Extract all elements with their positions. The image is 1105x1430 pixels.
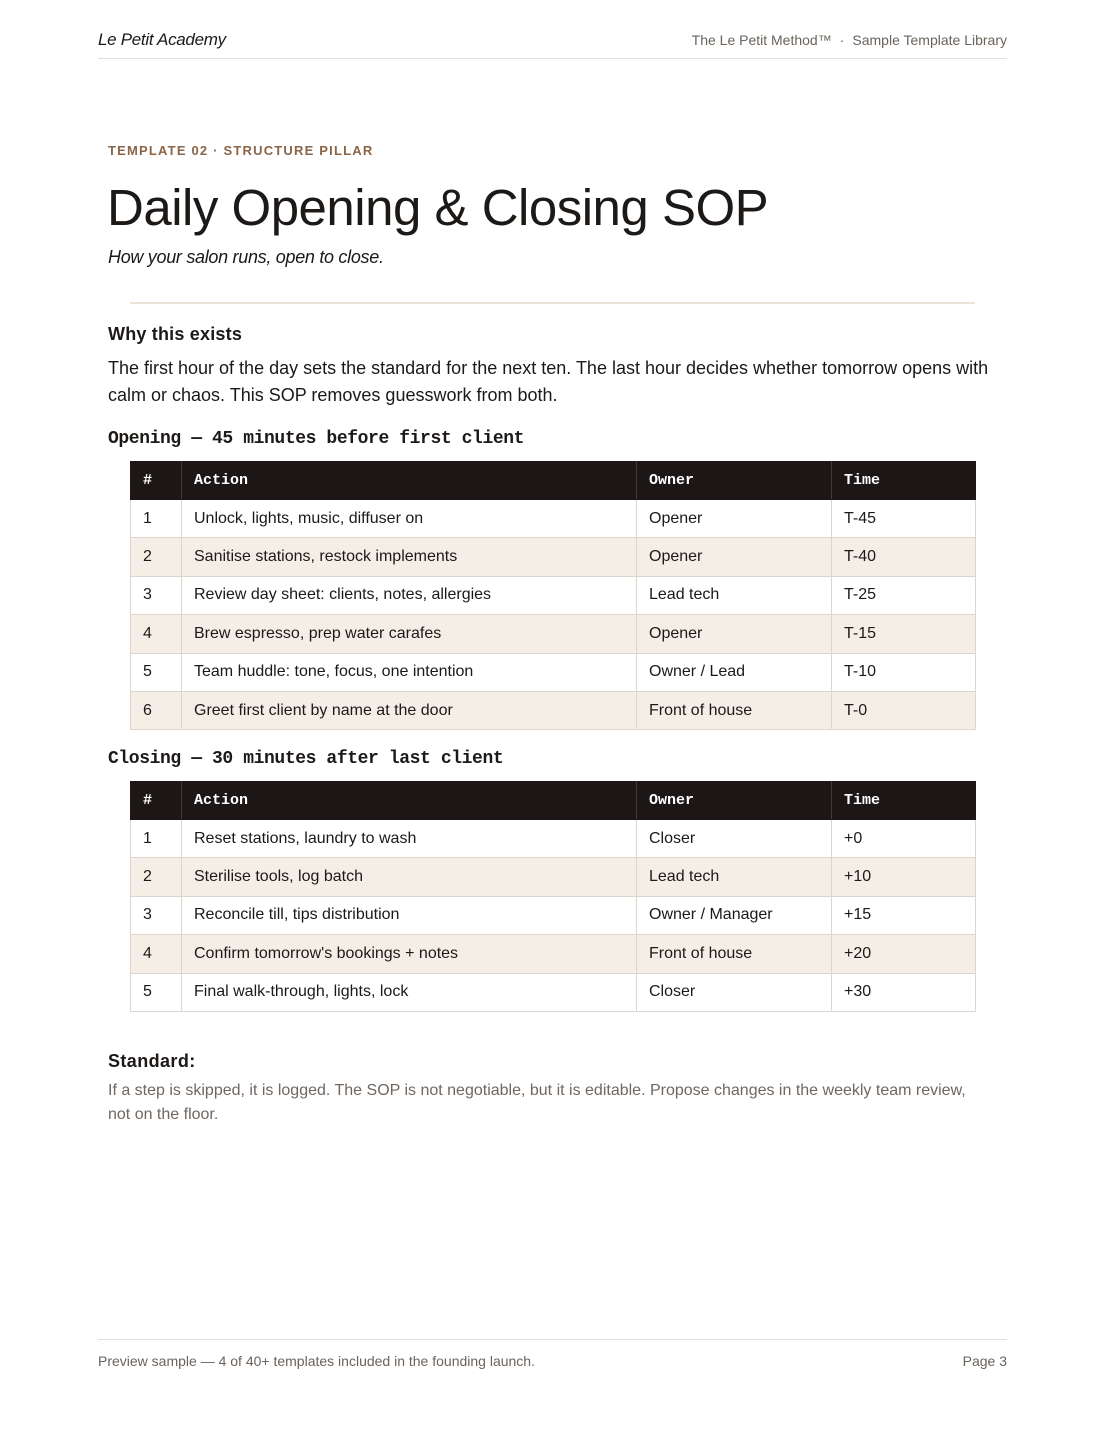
step-owner: Opener: [637, 615, 832, 653]
brand-name: Le Petit Academy: [98, 30, 226, 49]
step-action: Sterilise tools, log batch: [182, 858, 637, 896]
table-row: [131, 820, 976, 858]
step-time: +30: [832, 973, 976, 1011]
step-action: Brew espresso, prep water carafes: [182, 615, 637, 653]
opening-heading: Opening — 45 minutes before first client: [108, 429, 525, 449]
step-number: 3: [131, 576, 182, 614]
step-number: 5: [131, 653, 182, 691]
step-action: Confirm tomorrow's bookings + notes: [182, 935, 637, 973]
col-owner-header: Owner: [637, 782, 832, 820]
col-time-header: Time: [832, 462, 976, 500]
page-header: [98, 28, 1007, 59]
step-time: T-40: [832, 538, 976, 576]
header-meta: [692, 32, 1007, 48]
step-time: +0: [832, 820, 976, 858]
step-time: +15: [832, 896, 976, 934]
opening-table: [130, 461, 976, 730]
step-number: 1: [131, 820, 182, 858]
step-action: Unlock, lights, music, diffuser on: [182, 500, 637, 538]
step-action: Greet first client by name at the door: [182, 691, 637, 729]
col-number-header: #: [131, 462, 182, 500]
col-owner-header: Owner: [637, 462, 832, 500]
table-row: [131, 500, 976, 538]
step-action: Sanitise stations, restock implements: [182, 538, 637, 576]
table-header-row: [131, 782, 976, 820]
step-action: Team huddle: tone, focus, one intention: [182, 653, 637, 691]
step-time: T-0: [832, 691, 976, 729]
step-time: T-15: [832, 615, 976, 653]
closing-heading: Closing — 30 minutes after last client: [108, 749, 504, 769]
step-time: T-25: [832, 576, 976, 614]
table-row: [131, 615, 976, 653]
library-name: Sample Template Library: [852, 32, 1007, 48]
page-title: Daily Opening & Closing SOP: [107, 179, 769, 236]
step-action: Final walk-through, lights, lock: [182, 973, 637, 1011]
page-footer: [98, 1339, 1007, 1380]
step-time: T-45: [832, 500, 976, 538]
step-number: 4: [131, 935, 182, 973]
step-owner: Owner / Manager: [637, 896, 832, 934]
step-owner: Opener: [637, 500, 832, 538]
step-number: 1: [131, 500, 182, 538]
table-row: [131, 538, 976, 576]
step-action: Review day sheet: clients, notes, allergies: [182, 576, 637, 614]
step-time: T-10: [832, 653, 976, 691]
standard-heading: Standard:: [108, 1051, 196, 1071]
table-row: [131, 896, 976, 934]
standard-paragraph: If a step is skipped, it is logged. The SOP is not negotiable, but it is editable. Propose changes in the weekly team review, not on the floor.: [108, 1082, 966, 1123]
step-owner: Opener: [637, 538, 832, 576]
step-action: Reconcile till, tips distribution: [182, 896, 637, 934]
table-row: [131, 973, 976, 1011]
step-number: 4: [131, 615, 182, 653]
header-separator: ·: [839, 32, 845, 48]
step-owner: Front of house: [637, 691, 832, 729]
step-owner: Front of house: [637, 935, 832, 973]
step-owner: Owner / Lead: [637, 653, 832, 691]
step-time: +20: [832, 935, 976, 973]
step-owner: Closer: [637, 973, 832, 1011]
step-number: 2: [131, 858, 182, 896]
table-row: [131, 576, 976, 614]
page-subtitle: How your salon runs, open to close.: [108, 247, 384, 267]
step-owner: Closer: [637, 820, 832, 858]
table-header-row: [131, 462, 976, 500]
step-owner: Lead tech: [637, 576, 832, 614]
step-owner: Lead tech: [637, 858, 832, 896]
why-heading: Why this exists: [108, 324, 243, 344]
step-number: 3: [131, 896, 182, 934]
col-action-header: Action: [182, 462, 637, 500]
section-divider: [130, 302, 975, 304]
table-row: [131, 653, 976, 691]
col-action-header: Action: [182, 782, 637, 820]
method-name: The Le Petit Method™: [691, 32, 832, 48]
step-number: 5: [131, 973, 182, 1011]
table-row: [131, 691, 976, 729]
template-eyebrow: TEMPLATE 02 · STRUCTURE PILLAR: [108, 143, 374, 158]
step-number: 2: [131, 538, 182, 576]
table-row: [131, 935, 976, 973]
closing-table: [130, 781, 976, 1012]
step-time: +10: [832, 858, 976, 896]
col-number-header: #: [131, 782, 182, 820]
page-number: Page 3: [962, 1353, 1007, 1369]
footer-note: Preview sample — 4 of 40+ templates included in the founding launch.: [98, 1353, 535, 1369]
step-action: Reset stations, laundry to wash: [182, 820, 637, 858]
why-paragraph: The first hour of the day sets the standard for the next ten. The last hour decides whether tomorrow opens with calm or chaos. This SOP removes guesswork from both.: [108, 358, 989, 405]
table-row: [131, 858, 976, 896]
col-time-header: Time: [832, 782, 976, 820]
step-number: 6: [131, 691, 182, 729]
